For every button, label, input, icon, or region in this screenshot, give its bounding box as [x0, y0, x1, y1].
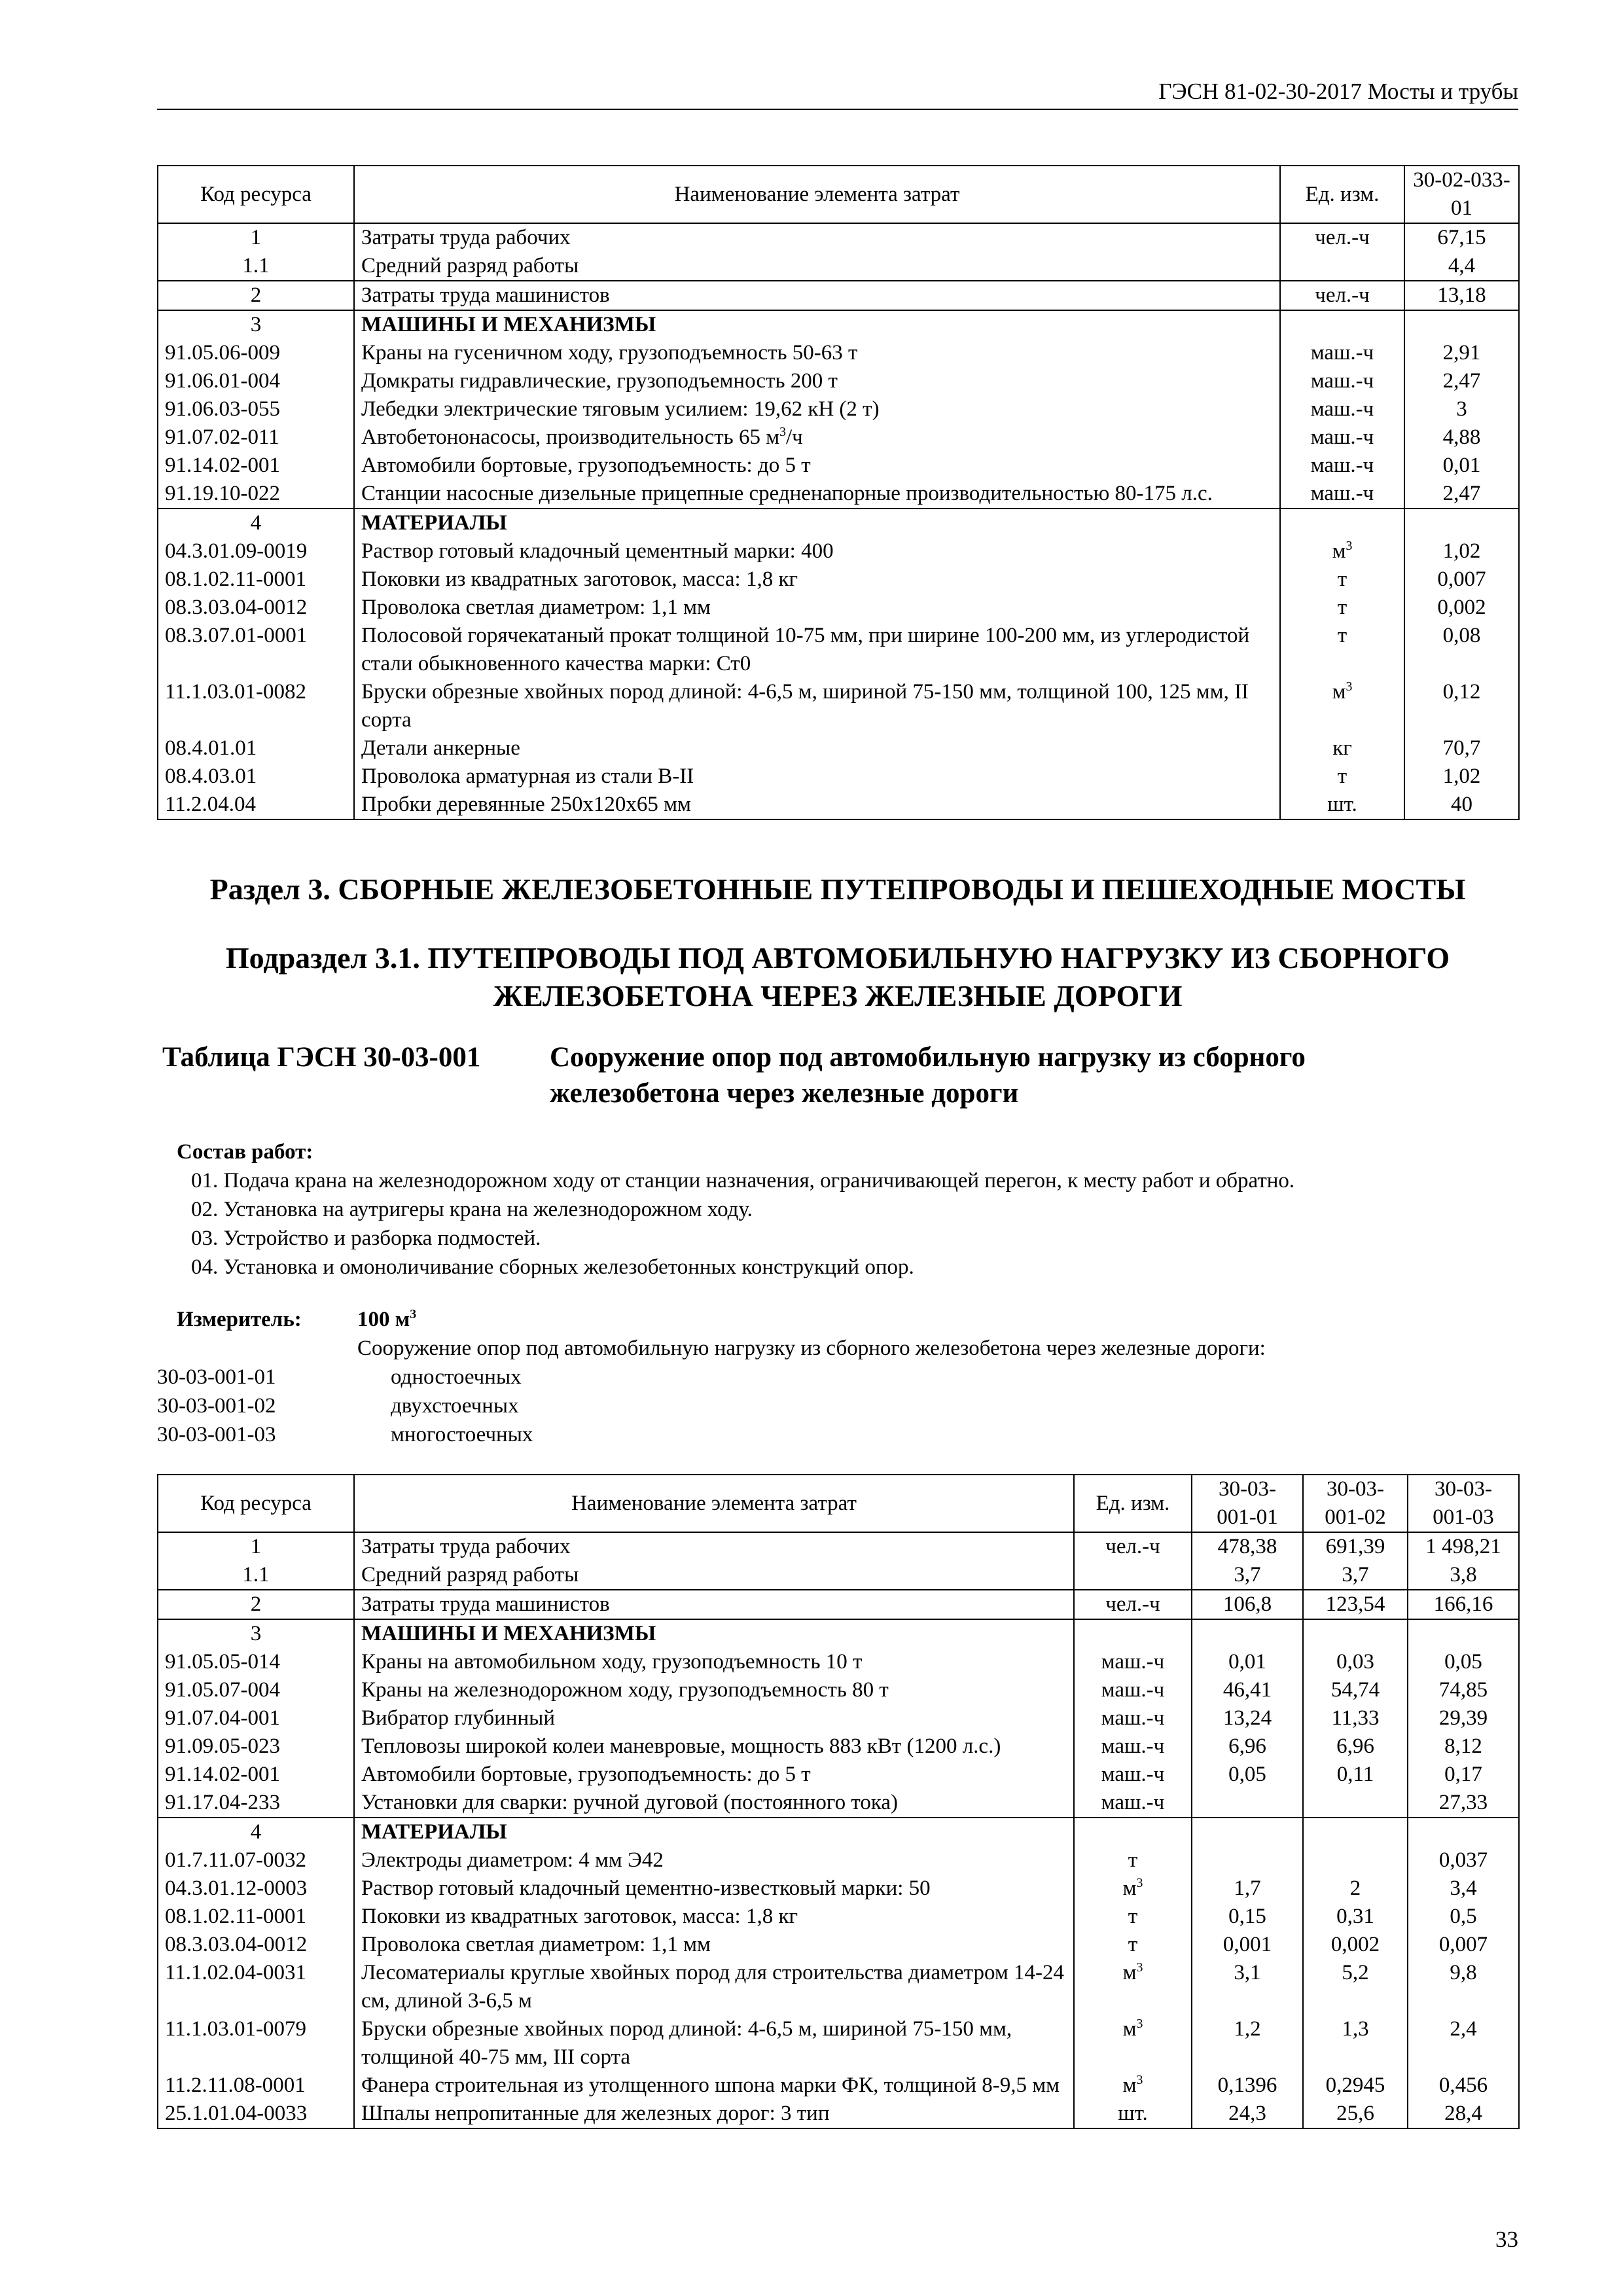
work-item: 02. Установка на аутригеры крана на железнодорожном ходу.	[191, 1198, 753, 1221]
subsection-title	[157, 939, 1518, 1015]
resource-code: 1	[158, 1532, 354, 1561]
resource-code: 91.17.04-233	[158, 1789, 354, 1818]
table-row	[158, 594, 1519, 622]
resource-code: 91.09.05-023	[158, 1732, 354, 1761]
table-row	[158, 537, 1519, 565]
running-title: ГЭСН 81-02-30-2017 Мосты и трубы	[1158, 79, 1518, 104]
resource-value: 0,001	[1192, 1931, 1303, 1959]
resource-code: 11.2.04.04	[158, 791, 354, 819]
work-item: 01. Подача крана на железнодорожном ходу от станции назначения, ограничивающей перегон, к месту работ и обратно.	[191, 1169, 1295, 1193]
resource-value: 0,12	[1404, 678, 1519, 734]
resource-value	[1303, 1789, 1408, 1818]
resource-unit: маш.-ч	[1074, 1704, 1192, 1732]
resource-value: 0,15	[1192, 1903, 1303, 1931]
resource-value	[1192, 1846, 1303, 1874]
resource-unit: $м^3$	[1280, 678, 1404, 734]
header-unit: Ед. изм.	[1074, 1475, 1192, 1532]
resource-value: 1,02	[1404, 537, 1519, 565]
resource-value: 0,01	[1404, 452, 1519, 480]
resource-code: 01.7.11.07-0032	[158, 1846, 354, 1874]
resource-code: 91.05.06-009	[158, 339, 354, 367]
work-item: 04. Установка и омоноличивание сборных железобетонных конструкций опор.	[191, 1255, 914, 1279]
table-row	[158, 423, 1519, 452]
resource-value: 0,05	[1408, 1648, 1519, 1676]
table-name	[550, 1039, 1466, 1111]
table-row	[158, 1732, 1519, 1761]
resource-value	[1303, 1818, 1408, 1846]
resource-value	[1192, 1789, 1303, 1818]
resource-code: 11.2.11.08-0001	[158, 2072, 354, 2100]
resource-value: 0,002	[1404, 594, 1519, 622]
variant-code: 30-03-001-01	[157, 1365, 276, 1389]
resource-value: 3,1	[1192, 1959, 1303, 2015]
resource-name: Краны на автомобильном ходу, грузоподъемность 10 т	[354, 1648, 1074, 1676]
resource-name: Проволока светлая диаметром: 1,1 мм	[354, 594, 1280, 622]
resource-name: Тепловозы широкой колеи маневровые, мощность 883 кВт (1200 л.с.)	[354, 1732, 1074, 1761]
resource-unit: т	[1074, 1903, 1192, 1931]
resource-code: 91.07.04-001	[158, 1704, 354, 1732]
resource-value: 24,3	[1192, 2100, 1303, 2128]
resource-unit: $м^3$	[1074, 1959, 1192, 2015]
resource-value: 2	[1303, 1874, 1408, 1903]
resource-unit: шт.	[1280, 791, 1404, 819]
resource-table-2	[157, 1474, 1520, 2129]
resource-code: 91.06.01-004	[158, 367, 354, 395]
resource-code: 08.1.02.11-0001	[158, 1903, 354, 1931]
resource-unit: шт.	[1074, 2100, 1192, 2128]
resource-name: Затраты труда машинистов	[354, 1590, 1074, 1619]
table-row	[158, 1619, 1519, 1648]
resource-value: 74,85	[1408, 1676, 1519, 1704]
resource-code: 91.05.05-014	[158, 1648, 354, 1676]
resource-value: 3,7	[1192, 1561, 1303, 1590]
variant-name: двухстоечных	[391, 1394, 519, 1418]
resource-code: 04.3.01.09-0019	[158, 537, 354, 565]
resource-unit	[1074, 1561, 1192, 1590]
resource-name: Поковки из квадратных заготовок, масса: 1,8 кг	[354, 1903, 1074, 1931]
header-col-30-03-001-03: 30-03-001-03	[1408, 1475, 1519, 1532]
resource-code: 1	[158, 223, 354, 252]
resource-value: 13,18	[1404, 281, 1519, 310]
resource-unit: $м^3$	[1280, 537, 1404, 565]
works-title: Состав работ:	[177, 1140, 313, 1164]
resource-value: 54,74	[1303, 1676, 1408, 1704]
resource-name: Автобетононасосы, производительность 65 $м^3/ч$	[354, 423, 1280, 452]
resource-unit	[1280, 252, 1404, 281]
resource-unit	[1074, 1619, 1192, 1648]
resource-unit: т	[1074, 1931, 1192, 1959]
resource-unit: $м^3$	[1074, 2072, 1192, 2100]
resource-unit: т	[1280, 762, 1404, 791]
resource-unit: чел.-ч	[1074, 1532, 1192, 1561]
resource-unit: $м^3$	[1074, 1874, 1192, 1903]
resource-unit: маш.-ч	[1280, 367, 1404, 395]
resource-value: 5,2	[1303, 1959, 1408, 2015]
resource-code: 91.05.07-004	[158, 1676, 354, 1704]
table-row	[158, 1931, 1519, 1959]
table-row	[158, 2015, 1519, 2072]
resource-name: Детали анкерные	[354, 734, 1280, 762]
resource-name: МАТЕРИАЛЫ	[354, 509, 1280, 537]
resource-value: 70,7	[1404, 734, 1519, 762]
resource-code: 11.1.02.04-0031	[158, 1959, 354, 2015]
meter-block	[157, 1305, 1518, 1449]
resource-value: 27,33	[1408, 1789, 1519, 1818]
resource-name: МАТЕРИАЛЫ	[354, 1818, 1074, 1846]
resource-value: 13,24	[1192, 1704, 1303, 1732]
resource-unit: чел.-ч	[1280, 223, 1404, 252]
resource-name: Станции насосные дизельные прицепные средненапорные производительностью 80-175 л.с.	[354, 480, 1280, 509]
resource-value: 0,2945	[1303, 2072, 1408, 2100]
resource-value: 478,38	[1192, 1532, 1303, 1561]
resource-value: 40	[1404, 791, 1519, 819]
table-row	[158, 1789, 1519, 1818]
resource-code: 91.07.02-011	[158, 423, 354, 452]
resource-unit: маш.-ч	[1280, 339, 1404, 367]
resource-value: 1,2	[1192, 2015, 1303, 2072]
table-row	[158, 565, 1519, 594]
table-row	[158, 509, 1519, 537]
resource-value: 1 498,21	[1408, 1532, 1519, 1561]
resource-name: Краны на железнодорожном ходу, грузоподъемность 80 т	[354, 1676, 1074, 1704]
resource-value: 123,54	[1303, 1590, 1408, 1619]
resource-unit	[1074, 1818, 1192, 1846]
table-row	[158, 281, 1519, 310]
resource-name: МАШИНЫ И МЕХАНИЗМЫ	[354, 310, 1280, 339]
resource-value	[1408, 1619, 1519, 1648]
table-row	[158, 791, 1519, 819]
table-row	[158, 762, 1519, 791]
resource-value	[1303, 1619, 1408, 1648]
resource-unit: маш.-ч	[1280, 395, 1404, 423]
resource-unit	[1280, 310, 1404, 339]
resource-code: 08.3.07.01-0001	[158, 622, 354, 678]
variant-code: 30-03-001-02	[157, 1394, 276, 1418]
resource-code: 3	[158, 310, 354, 339]
meter-label: Измеритель:	[177, 1308, 302, 1331]
table-row	[158, 1676, 1519, 1704]
resource-value: 0,007	[1408, 1931, 1519, 1959]
resource-code: 91.14.02-001	[158, 1761, 354, 1789]
meter-description: Сооружение опор под автомобильную нагрузку из сборного железобетона через железные дороги:	[357, 1336, 1266, 1360]
resource-unit: т	[1280, 622, 1404, 678]
table-row	[158, 1959, 1519, 2015]
resource-name: Затраты труда рабочих	[354, 1532, 1074, 1561]
resource-value	[1192, 1818, 1303, 1846]
resource-name: Бруски обрезные хвойных пород длиной: 4-6,5 м, шириной 75-150 мм, толщиной 40-75 мм, III сорта	[354, 2015, 1074, 2072]
resource-value: 0,01	[1192, 1648, 1303, 1676]
table-name-line-1: Сооружение опор под автомобильную нагрузку из сборного	[550, 1042, 1306, 1073]
section-title: Раздел 3. СБОРНЫЕ ЖЕЛЕЗОБЕТОННЫЕ ПУТЕПРОВОДЫ И ПЕШЕХОДНЫЕ МОСТЫ	[209, 872, 1466, 906]
resource-code: 2	[158, 281, 354, 310]
running-header	[157, 77, 1518, 110]
resource-unit: маш.-ч	[1280, 480, 1404, 509]
resource-unit: чел.-ч	[1280, 281, 1404, 310]
resource-name: Полосовой горячекатаный прокат толщиной 10-75 мм, при ширине 100-200 мм, из углеродистой стали обыкновенного качества марки: Ст0	[354, 622, 1280, 678]
resource-name: Лесоматериалы круглые хвойных пород для строительства диаметром 14-24 см, длиной 3-6,5 м	[354, 1959, 1074, 2015]
resource-name: Раствор готовый кладочный цементный марки: 400	[354, 537, 1280, 565]
work-item: 03. Устройство и разборка подмостей.	[191, 1227, 541, 1250]
resource-value	[1303, 1846, 1408, 1874]
resource-value: 2,4	[1408, 2015, 1519, 2072]
resource-value	[1408, 1818, 1519, 1846]
resource-value: 0,31	[1303, 1903, 1408, 1931]
resource-value: 0,05	[1192, 1761, 1303, 1789]
resource-code: 11.1.03.01-0079	[158, 2015, 354, 2072]
resource-code: 08.4.03.01	[158, 762, 354, 791]
resource-value: 4,88	[1404, 423, 1519, 452]
resource-name: Фанера строительная из утолщенного шпона марки ФК, толщиной 8-9,5 мм	[354, 2072, 1074, 2100]
resource-value: 0,5	[1408, 1903, 1519, 1931]
resource-value: 3	[1404, 395, 1519, 423]
resource-value: 46,41	[1192, 1676, 1303, 1704]
resource-code: 91.19.10-022	[158, 480, 354, 509]
resource-unit: маш.-ч	[1074, 1732, 1192, 1761]
resource-code: 3	[158, 1619, 354, 1648]
table-row	[158, 734, 1519, 762]
resource-code: 1.1	[158, 252, 354, 281]
table-row	[158, 622, 1519, 678]
resource-value: 0,11	[1303, 1761, 1408, 1789]
header-col-30-02-033-01: 30-02-033-01	[1404, 166, 1519, 223]
resource-name: Затраты труда машинистов	[354, 281, 1280, 310]
table-row	[158, 223, 1519, 252]
header-col-30-03-001-02: 30-03-001-02	[1303, 1475, 1408, 1532]
resource-code: 08.3.03.04-0012	[158, 1931, 354, 1959]
resource-name: Затраты труда рабочих	[354, 223, 1280, 252]
table-row	[158, 2072, 1519, 2100]
resource-code: 08.1.02.11-0001	[158, 565, 354, 594]
table-row	[158, 452, 1519, 480]
page-number: 33	[1495, 2227, 1518, 2252]
resource-name: Бруски обрезные хвойных пород длиной: 4-6,5 м, шириной 75-150 мм, толщиной 100, 125 мм, II сорта	[354, 678, 1280, 734]
table-row	[158, 1818, 1519, 1846]
resource-value: 8,12	[1408, 1732, 1519, 1761]
resource-value: 2,91	[1404, 339, 1519, 367]
table-row	[158, 1590, 1519, 1619]
resource-value: 28,4	[1408, 2100, 1519, 2128]
resource-value: 0,1396	[1192, 2072, 1303, 2100]
resource-name: Проволока арматурная из стали В-II	[354, 762, 1280, 791]
resource-value: 1,02	[1404, 762, 1519, 791]
resource-name: Проволока светлая диаметром: 1,1 мм	[354, 1931, 1074, 1959]
variant-name: многостоечных	[391, 1423, 533, 1446]
resource-value: 1,3	[1303, 2015, 1408, 2072]
resource-value: 0,002	[1303, 1931, 1408, 1959]
resource-name: Автомобили бортовые, грузоподъемность: до 5 т	[354, 452, 1280, 480]
variant-name: одностоечных	[391, 1365, 522, 1389]
table-row	[158, 339, 1519, 367]
resource-value: 9,8	[1408, 1959, 1519, 2015]
resource-value: 4,4	[1404, 252, 1519, 281]
resource-code: 91.06.03-055	[158, 395, 354, 423]
resource-unit: т	[1280, 565, 1404, 594]
resource-unit: кг	[1280, 734, 1404, 762]
resource-unit: маш.-ч	[1074, 1676, 1192, 1704]
resource-value: 3,7	[1303, 1561, 1408, 1590]
resource-value: 106,8	[1192, 1590, 1303, 1619]
resource-value: 6,96	[1303, 1732, 1408, 1761]
resource-value: 3,4	[1408, 1874, 1519, 1903]
resource-name: Шпалы непропитанные для железных дорог: 3 тип	[354, 2100, 1074, 2128]
resource-value: 691,39	[1303, 1532, 1408, 1561]
table-row	[158, 2100, 1519, 2128]
resource-value	[1404, 509, 1519, 537]
resource-name: Домкраты гидравлические, грузоподъемность 200 т	[354, 367, 1280, 395]
resource-code: 1.1	[158, 1561, 354, 1590]
resource-name: Краны на гусеничном ходу, грузоподъемность 50-63 т	[354, 339, 1280, 367]
resource-value: 2,47	[1404, 480, 1519, 509]
resource-code: 2	[158, 1590, 354, 1619]
resource-code: 11.1.03.01-0082	[158, 678, 354, 734]
table-label: Таблица ГЭСН 30-03-001	[162, 1042, 481, 1073]
meter-value: 100 $м^3$	[357, 1307, 417, 1331]
resource-unit: маш.-ч	[1074, 1761, 1192, 1789]
header-code: Код ресурса	[158, 1475, 354, 1532]
table-row	[158, 1903, 1519, 1931]
header-name: Наименование элемента затрат	[354, 166, 1280, 223]
table-row	[158, 367, 1519, 395]
resource-value	[1192, 1619, 1303, 1648]
table-row	[158, 1561, 1519, 1590]
table-row	[158, 480, 1519, 509]
table-row	[158, 678, 1519, 734]
resource-unit: чел.-ч	[1074, 1590, 1192, 1619]
resource-code: 4	[158, 1818, 354, 1846]
resource-value: 0,08	[1404, 622, 1519, 678]
resource-value: 0,17	[1408, 1761, 1519, 1789]
resource-table-1	[157, 165, 1520, 820]
resource-unit: маш.-ч	[1074, 1648, 1192, 1676]
table-row	[158, 1874, 1519, 1903]
resource-name: МАШИНЫ И МЕХАНИЗМЫ	[354, 1619, 1074, 1648]
resource-name: Лебедки электрические тяговым усилием: 19,62 кН (2 т)	[354, 395, 1280, 423]
subsection-title-line-2: ЖЕЛЕЗОБЕТОНА ЧЕРЕЗ ЖЕЛЕЗНЫЕ ДОРОГИ	[493, 979, 1183, 1013]
resource-value: 1,7	[1192, 1874, 1303, 1903]
resource-unit	[1280, 509, 1404, 537]
table-row	[158, 252, 1519, 281]
resource-value: 3,8	[1408, 1561, 1519, 1590]
header-col-30-03-001-01: 30-03-001-01	[1192, 1475, 1303, 1532]
resource-code: 08.4.01.01	[158, 734, 354, 762]
resource-name: Раствор готовый кладочный цементно-известковый марки: 50	[354, 1874, 1074, 1903]
resource-unit: т	[1074, 1846, 1192, 1874]
table-row	[158, 1704, 1519, 1732]
table-row	[158, 1761, 1519, 1789]
resource-name: Автомобили бортовые, грузоподъемность: до 5 т	[354, 1761, 1074, 1789]
resource-value: 2,47	[1404, 367, 1519, 395]
resource-value: 166,16	[1408, 1590, 1519, 1619]
header-code: Код ресурса	[158, 166, 354, 223]
subsection-title-line-1: Подраздел 3.1. ПУТЕПРОВОДЫ ПОД АВТОМОБИЛЬНУЮ НАГРУЗКУ ИЗ СБОРНОГО	[225, 941, 1450, 975]
resource-value: 0,037	[1408, 1846, 1519, 1874]
table-row	[158, 310, 1519, 339]
resource-unit: маш.-ч	[1280, 452, 1404, 480]
table-name-line-2: железобетона через железные дороги	[550, 1078, 1019, 1109]
resource-value: 67,15	[1404, 223, 1519, 252]
resource-name: Пробки деревянные 250х120х65 мм	[354, 791, 1280, 819]
resource-name: Поковки из квадратных заготовок, масса: 1,8 кг	[354, 565, 1280, 594]
table-row	[158, 1846, 1519, 1874]
resource-value	[1404, 310, 1519, 339]
works-composition	[177, 1138, 1518, 1282]
resource-unit: $м^3$	[1074, 2015, 1192, 2072]
table-row	[158, 395, 1519, 423]
resource-value: 6,96	[1192, 1732, 1303, 1761]
table-row	[158, 1648, 1519, 1676]
resource-value: 25,6	[1303, 2100, 1408, 2128]
resource-code: 4	[158, 509, 354, 537]
resource-value: 0,456	[1408, 2072, 1519, 2100]
resource-code: 91.14.02-001	[158, 452, 354, 480]
resource-name: Электроды диаметром: 4 мм Э42	[354, 1846, 1074, 1874]
resource-unit: маш.-ч	[1280, 423, 1404, 452]
resource-code: 04.3.01.12-0003	[158, 1874, 354, 1903]
table-row	[158, 1532, 1519, 1561]
resource-code: 25.1.01.04-0033	[158, 2100, 354, 2128]
header-unit: Ед. изм.	[1280, 166, 1404, 223]
resource-name: Вибратор глубинный	[354, 1704, 1074, 1732]
header-name: Наименование элемента затрат	[354, 1475, 1074, 1532]
resource-name: Средний разряд работы	[354, 252, 1280, 281]
resource-value: 11,33	[1303, 1704, 1408, 1732]
resource-unit: т	[1280, 594, 1404, 622]
resource-value: 29,39	[1408, 1704, 1519, 1732]
resource-name: Установки для сварки: ручной дуговой (постоянного тока)	[354, 1789, 1074, 1818]
resource-unit: маш.-ч	[1074, 1789, 1192, 1818]
resource-value: 0,007	[1404, 565, 1519, 594]
variant-code: 30-03-001-03	[157, 1423, 276, 1446]
resource-name: Средний разряд работы	[354, 1561, 1074, 1590]
resource-value: 0,03	[1303, 1648, 1408, 1676]
resource-code: 08.3.03.04-0012	[158, 594, 354, 622]
